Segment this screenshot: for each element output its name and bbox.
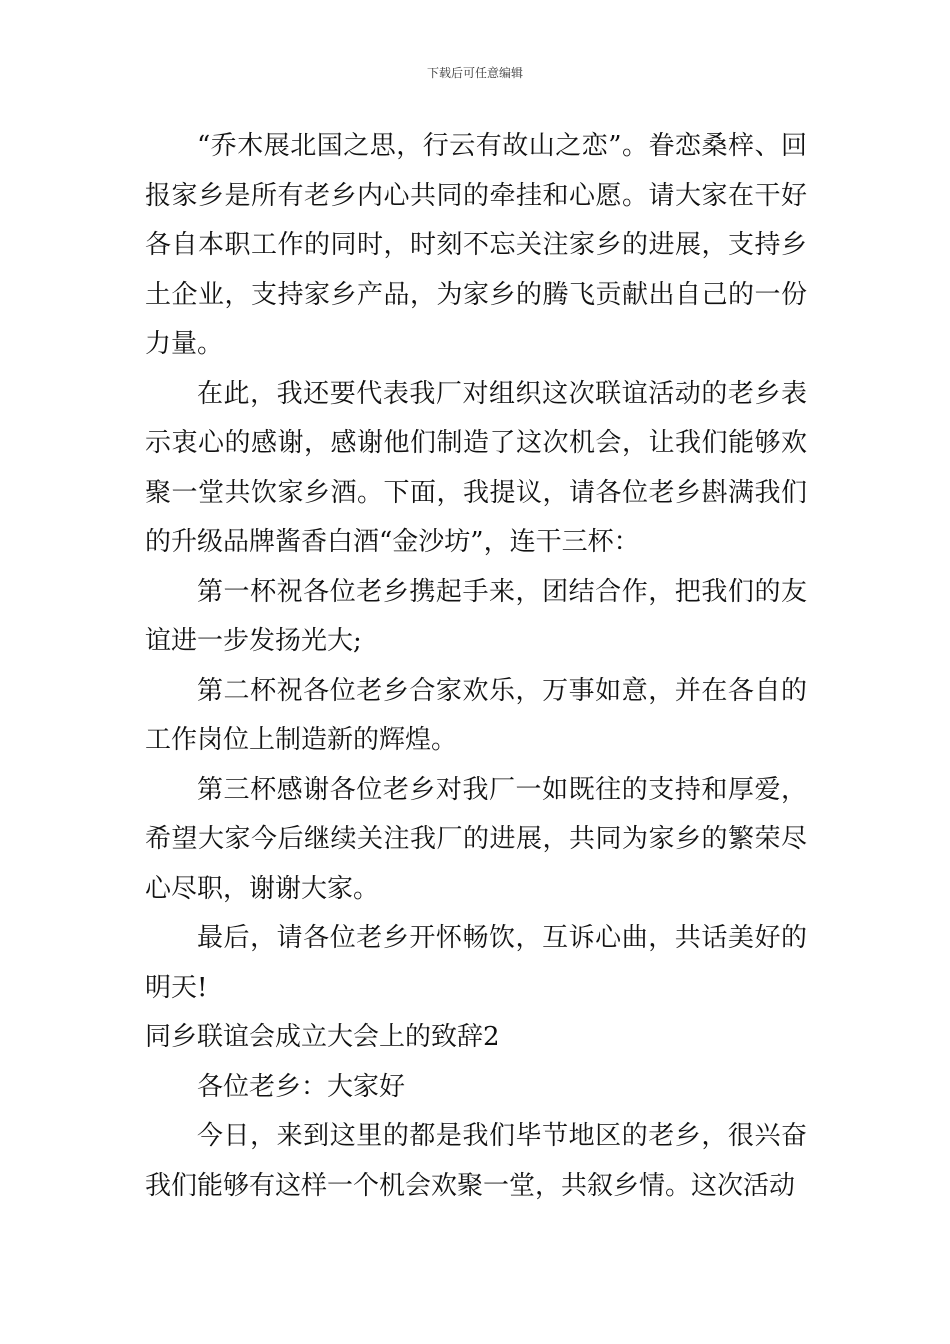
header-note: 下载后可任意编辑	[426, 66, 523, 80]
paragraph-2: 在此，我还要代表我厂对组织这次联谊活动的老乡表示衷心的感谢，感谢他们制造了这次机会，让我们能够欢聚一堂共饮家乡酒。下面，我提议，请各位老乡斟满我们的升级品牌酱香白酒“金沙坊”，连干三杯：	[145, 378, 807, 557]
document-body	[145, 122, 807, 1211]
section-paragraph-1: 各位老乡：大家好	[197, 1071, 406, 1102]
section-paragraph-2: 今日，来到这里的都是我们毕节地区的老乡，很兴奋我们能够有这样一个机会欢聚一堂，共叙乡情。这次活动	[145, 1121, 807, 1201]
paragraph-6: 最后，请各位老乡开怀畅饮，互诉心曲，共话美好的明天!	[145, 923, 807, 1003]
paragraph-5: 第三杯感谢各位老乡对我厂一如既往的支持和厚爱，希望大家今后继续关注我厂的进展，共同为家乡的繁荣尽心尽职，谢谢大家。	[145, 774, 807, 904]
section-title: 同乡联谊会成立大会上的致辞2	[145, 1022, 500, 1052]
paragraph-4: 第二杯祝各位老乡合家欢乐，万事如意，并在各自的工作岗位上制造新的辉煌。	[145, 675, 807, 755]
paragraph-1: “乔木展北国之思，行云有故山之恋”。眷恋桑梓、回报家乡是所有老乡内心共同的牵挂和心愿。请大家在干好各自本职工作的同时，时刻不忘关注家乡的进展，支持乡土企业，支持家乡产品，为家乡的腾飞贡献出自己的一份力量。	[145, 131, 807, 359]
paragraph-3: 第一杯祝各位老乡携起手来，团结合作，把我们的友谊进一步发扬光大;	[145, 576, 807, 656]
